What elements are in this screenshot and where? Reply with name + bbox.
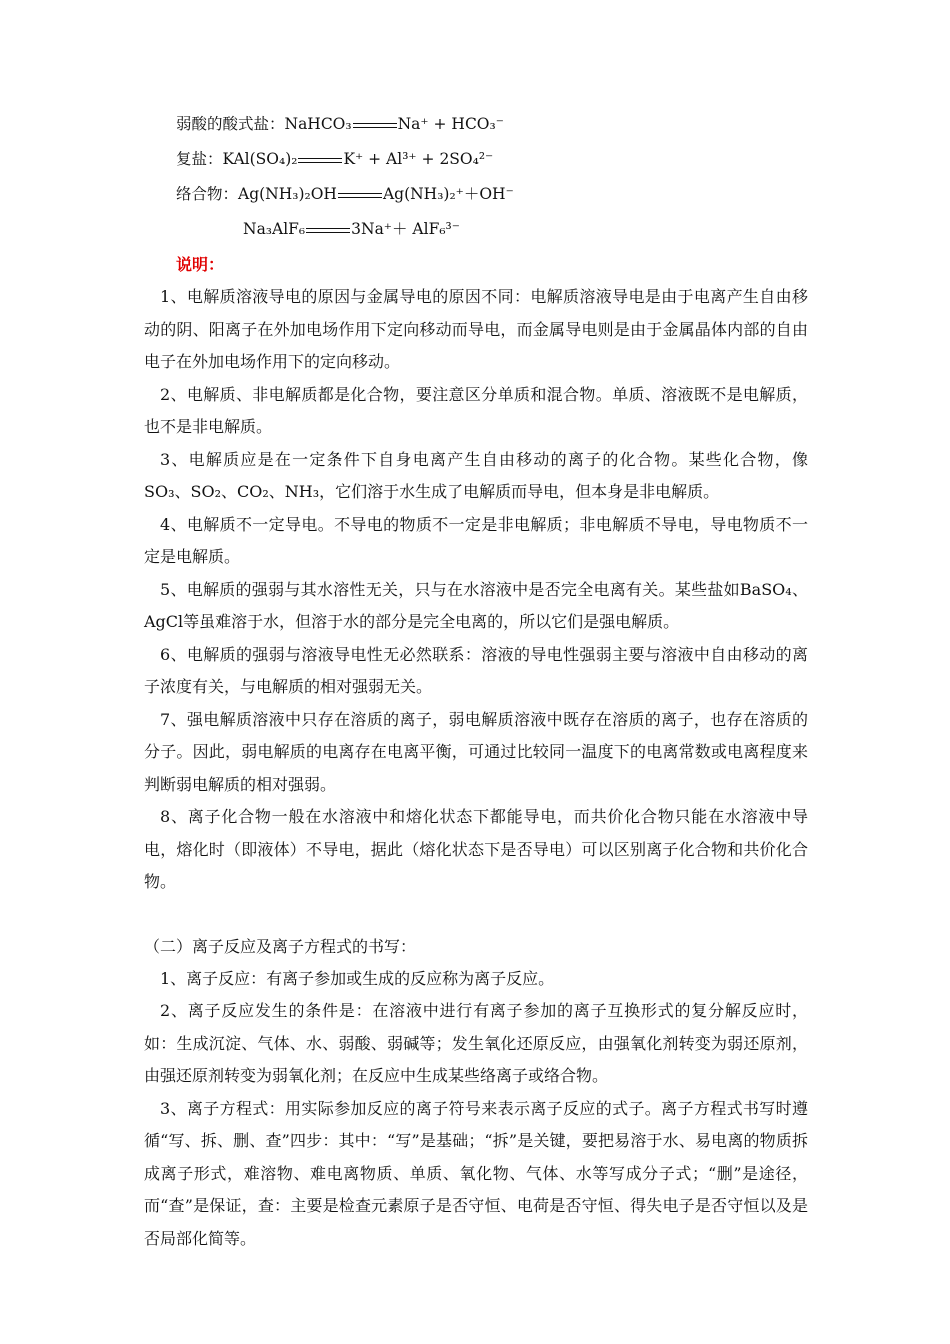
equation-lhs: Na₃AlF₆ [243,220,306,238]
note-paragraph: 7、强电解质溶液中只存在溶质的离子，弱电解质溶液中既存在溶质的离子，也存在溶质的分子。因此，弱电解质的电离存在电离平衡，可通过比较同一温度下的电离常数或电离程度来判断弱电解质的相对强弱。 [144,709,808,794]
equals-sign [306,228,350,233]
equation-rhs: Ag(NH₃)₂⁺＋OH⁻ [382,185,514,203]
equation-lhs: 复盐：KAl(SO₄)₂ [176,150,298,168]
equation-complex [144,178,808,213]
note-paragraph: 8、离子化合物一般在水溶液中和熔化状态下都能导电，而共价化合物只能在水溶液中导电，熔化时（即液体）不导电，据此（熔化状态下是否导电）可以区别离子化合物和共价化合物。 [144,807,808,891]
equals-sign [353,123,397,128]
note-paragraph: 6、电解质的强弱与溶液导电性无必然联系：溶液的导电性强弱主要与溶液中自由移动的离子浓度有关，与电解质的相对强弱无关。 [144,644,808,696]
equation-cryolite [144,213,808,248]
equation-rhs: 3Na⁺＋ AlF₆³⁻ [351,220,460,238]
spacer [144,899,808,931]
note-paragraph: 4、电解质不一定导电。不导电的物质不一定是非电解质；非电解质不导电，导电物质不一定是电解质。 [144,514,808,566]
section-title: （二）离子反应及离子方程式的书写： [144,936,417,956]
equation-rhs: K⁺ + Al³⁺ + 2SO₄²⁻ [343,150,494,168]
equals-sign [298,158,342,163]
note-paragraph: 3、电解质应是在一定条件下自身电离产生自由移动的离子的化合物。某些化合物，像SO₃、SO₂、CO₂、NH₃，它们溶于水生成了电解质而导电，但本身是非电解质。 [144,449,808,501]
equation-rhs: Na⁺ + HCO₃⁻ [397,115,504,133]
note-paragraph: 2、电解质、非电解质都是化合物，要注意区分单质和混合物。单质、溶液既不是电解质，也不是非电解质。 [144,384,808,436]
equation-lhs: 弱酸的酸式盐：NaHCO₃ [176,115,352,133]
note-paragraph: 5、电解质的强弱与其水溶性无关，只与在水溶液中是否完全电离有关。某些盐如BaSO₄、AgCl等虽难溶于水，但溶于水的部分是完全电离的，所以它们是强电解质。 [144,579,808,631]
equation-double-salt [144,143,808,178]
equation-lhs: 络合物：Ag(NH₃)₂OH [176,185,337,203]
notes-heading: 说明： [176,255,225,274]
document-page [144,108,808,1255]
equals-sign [338,193,382,198]
section-paragraph: 1、离子反应：有离子参加或生成的反应称为离子反应。 [160,968,555,988]
section-paragraph: 2、离子反应发生的条件是：在溶液中进行有离子参加的离子互换形式的复分解反应时，如：生成沉淀、气体、水、弱酸、弱碱等；发生氧化还原反应，由强氧化剂转变为弱还原剂，由强还原剂转变为弱氧化剂；在反应中生成某些络离子或络合物。 [144,1001,808,1085]
note-paragraph: 1、电解质溶液导电的原因与金属导电的原因不同：电解质溶液导电是由于电离产生自由移动的阴、阳离子在外加电场作用下定向移动而导电，而金属导电则是由于金属晶体内部的自由电子在外加电场作用下的定向移动。 [144,287,808,371]
equation-acid-salt [144,108,808,143]
section-paragraph: 3、离子方程式：用实际参加反应的离子符号来表示离子反应的式子。离子方程式书写时遵循“写、拆、删、查”四步：其中：“写”是基础；“拆”是关键，要把易溶于水、易电离的物质拆成离子形式，难溶物、难电离物质、单质、氧化物、气体、水等写成分子式；“删”是途径，而“查”是保证，查：主要是检查元素原子是否守恒、电荷是否守恒、得失电子是否守恒以及是否局部化简等。 [144,1098,808,1248]
